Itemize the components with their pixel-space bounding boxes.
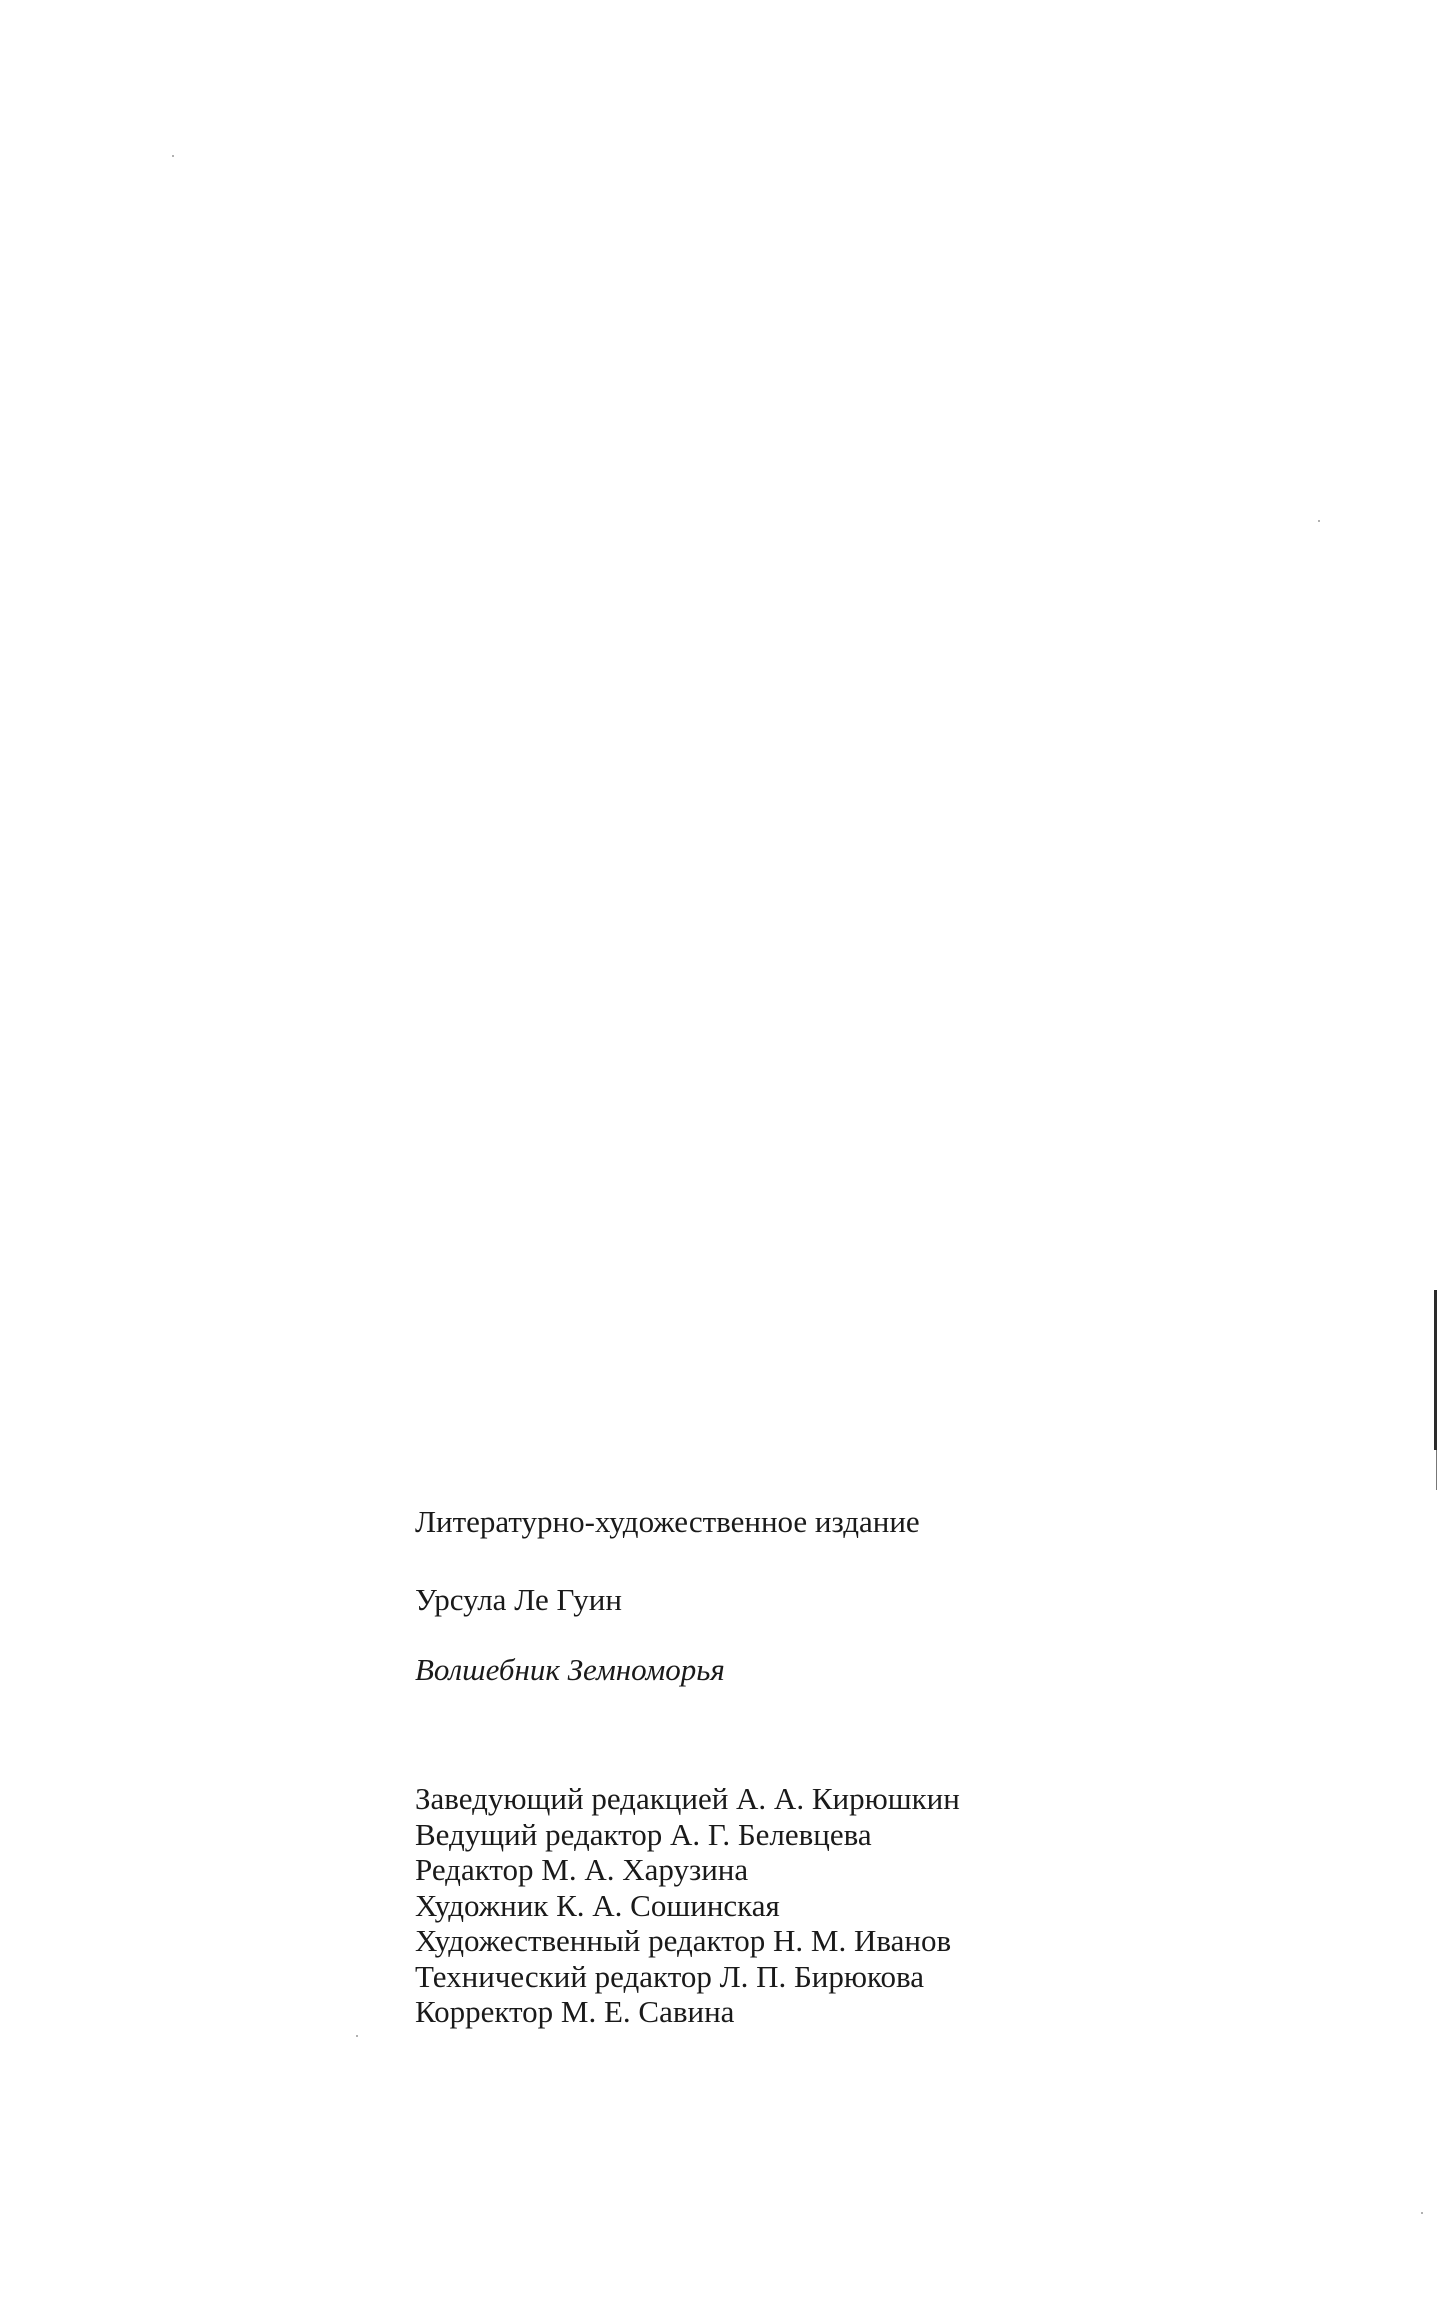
- credit-line: Технический редактор Л. П. Бирюкова: [415, 1958, 925, 1994]
- book-title: Волшебник Земноморья: [415, 1652, 725, 1687]
- scan-edge-artifact: [1434, 1290, 1437, 1450]
- credit-line: Заведующий редакцией А. А. Кирюшкин: [415, 1781, 960, 1816]
- credit-line: Корректор М. Е. Савина: [415, 1994, 735, 2029]
- credit-line: Художественный редактор Н. М. Иванов: [415, 1923, 952, 1958]
- author-name: Урсула Ле Гуин: [415, 1582, 622, 1617]
- imprint-block: [415, 1502, 1315, 2030]
- credits-list: [415, 1781, 1315, 2030]
- credit-line: Ведущий редактор А. Г. Белевцева: [415, 1816, 872, 1852]
- credit-line: Художник К. А. Сошинская: [415, 1887, 780, 1923]
- credit-line: Редактор М. А. Харузина: [415, 1852, 749, 1887]
- scan-speck: [356, 2035, 358, 2037]
- scan-speck: [172, 155, 174, 157]
- scan-speck: [1421, 2212, 1423, 2214]
- scan-speck: [1318, 520, 1320, 522]
- scan-edge-artifact-faint: [1436, 1450, 1437, 1490]
- edition-type: Литературно-художественное издание: [415, 1504, 920, 1539]
